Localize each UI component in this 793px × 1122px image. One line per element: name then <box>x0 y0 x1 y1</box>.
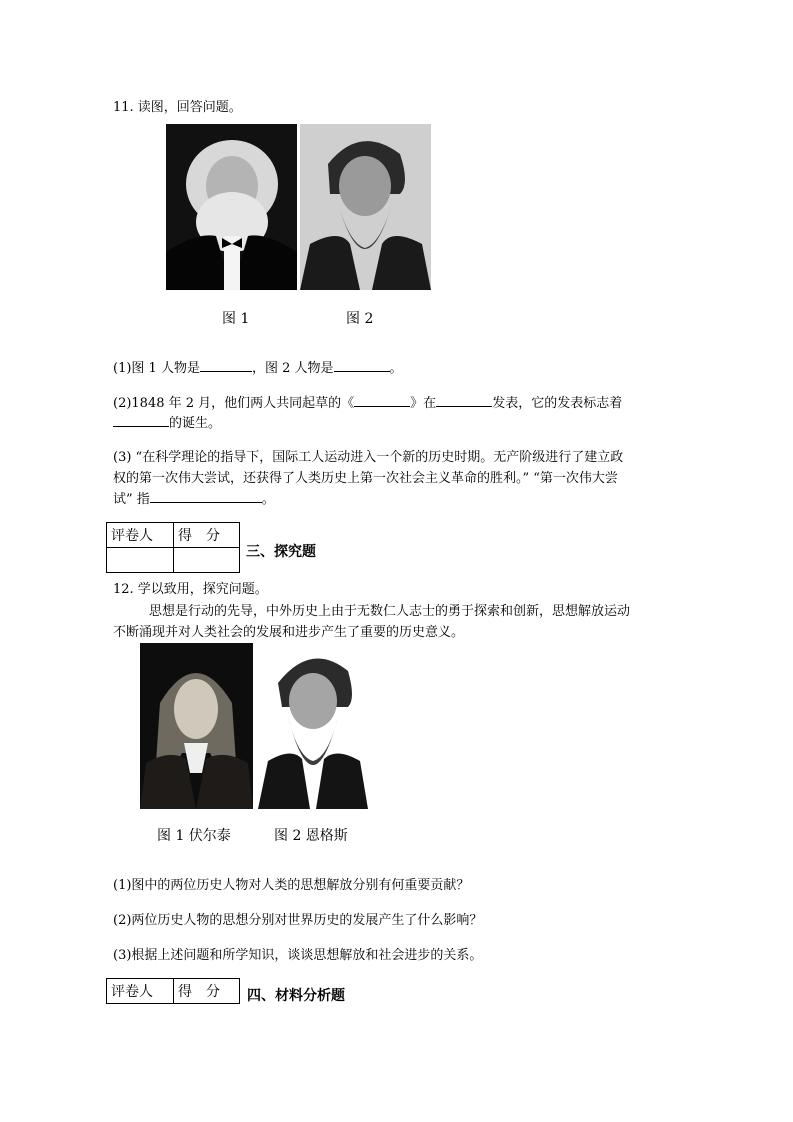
q11-sub1-text-b: ，图 2 人物是 <box>251 361 334 376</box>
q11-sub3-line2: 权的第一次伟大尝试，还获得了人类历史上第一次社会主义革命的胜利。” “第一次伟大尝 <box>113 471 618 486</box>
q11-sub3-text-b: 。 <box>261 492 275 507</box>
q12-sub1: (1)图中的两位历史人物对人类的思想解放分别有何重要贡献？ <box>113 878 470 893</box>
q11-sub2-line2 <box>113 412 221 431</box>
answer-blank[interactable] <box>354 394 410 407</box>
q12-sub3: (3)根据上述问题和所学知识，谈谈思想解放和社会进步的关系。 <box>113 948 483 963</box>
q11-sub2-text-a: (2)1848 年 2 月，他们两人共同起草的《 <box>113 396 355 411</box>
section-title: 三、探究题 <box>246 544 316 560</box>
q11-sub2-text-b: 》在 <box>410 396 437 411</box>
score-box <box>106 978 240 1004</box>
q12-paragraph-line1: 思想是行动的先导，中外历史上由于无数仁人志士的勇于探索和创新，思想解放运动 <box>149 604 631 619</box>
answer-blank[interactable] <box>334 359 390 372</box>
engels-portrait <box>300 124 431 290</box>
section-title: 四、材料分析题 <box>247 988 345 1004</box>
marx-portrait <box>166 124 297 290</box>
engels-portrait <box>256 643 370 809</box>
q12-fig1-caption: 图 1 伏尔泰 <box>157 828 231 844</box>
grader-cell[interactable] <box>107 548 174 573</box>
answer-blank[interactable] <box>150 490 262 503</box>
q11-sub2-line1 <box>113 392 622 411</box>
q11-fig2-label: 图 2 <box>346 311 374 327</box>
q11-sub1 <box>113 357 403 376</box>
q12-paragraph-line2: 不断涌现并对人类社会的发展和进步产生了重要的历史意义。 <box>113 625 465 640</box>
q11-sub2-text-d: 的诞生。 <box>169 416 222 431</box>
q11-sub3-text-a: 试” 指 <box>113 492 150 507</box>
q11-stem: 11. 读图，回答问题。 <box>113 100 242 115</box>
voltaire-portrait <box>140 643 253 809</box>
score-box <box>106 522 240 573</box>
q11-sub1-text-a: (1)图 1 人物是 <box>113 361 200 376</box>
answer-blank[interactable] <box>200 359 252 372</box>
grader-header: 评卷人 <box>107 523 174 548</box>
answer-blank[interactable] <box>113 414 169 427</box>
score-cell[interactable] <box>174 548 240 573</box>
q11-sub3-line1: (3) “在科学理论的指导下，国际工人运动进入一个新的历史时期。无产阶级进行了建立政 <box>113 450 624 465</box>
q12-sub2: (2)两位历史人物的思想分别对世界历史的发展产生了什么影响？ <box>113 913 483 928</box>
score-header: 得 分 <box>174 523 240 548</box>
score-header: 得 分 <box>174 979 240 1004</box>
q11-sub1-text-c: 。 <box>389 361 403 376</box>
q12-stem: 12. 学以致用，探究问题。 <box>113 582 268 597</box>
answer-blank[interactable] <box>436 394 492 407</box>
q12-fig2-caption: 图 2 恩格斯 <box>274 828 348 844</box>
q11-sub2-text-c: 发表，它的发表标志着 <box>492 396 623 411</box>
q11-sub3-line3 <box>113 488 275 507</box>
grader-header: 评卷人 <box>107 979 174 1004</box>
q11-fig1-label: 图 1 <box>222 311 250 327</box>
